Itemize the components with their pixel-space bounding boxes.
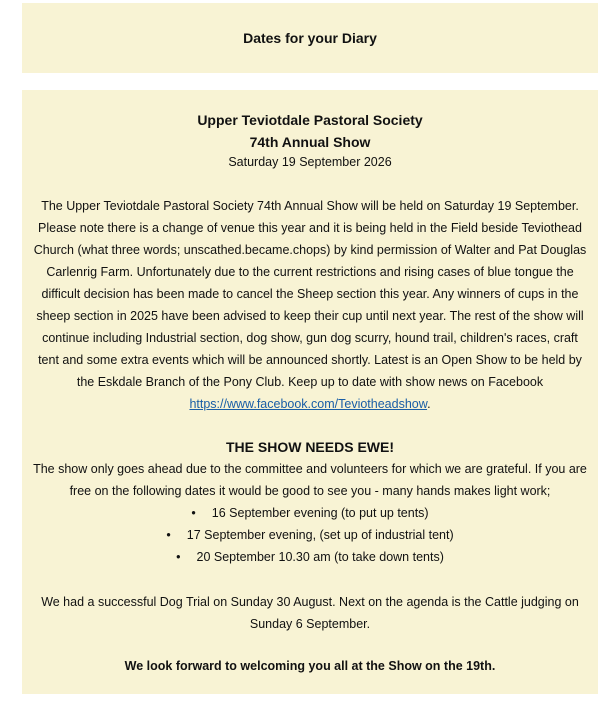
list-item: • 20 September 10.30 am (to take down tents) (22, 546, 598, 568)
list-item: • 16 September evening (to put up tents) (22, 502, 598, 524)
organisation-title: Upper Teviotdale Pastoral Society (197, 112, 423, 128)
volunteers-text: The show only goes ahead due to the committee and volunteers for which we are grateful. If you are free on the following dates it would be good to see you - many hands makes light work; (33, 462, 587, 498)
list-item: • 17 September evening, (set up of industrial tent) (22, 524, 598, 546)
description-text: The Upper Teviotdale Pastoral Society 74th Annual Show will be held on Saturday 19 September. Please note there is a change of venue this year and it is being held in the Field beside Teviothead Church (what three words; unscathed.became.chops) by kind permission of Walter and Pat Douglas Carlenrig Farm. Unfortunately due to the current restrictions and rising cases of blue tongue the difficult decision has been made to cancel the Sheep section this year. Any winners of cups in the sheep section in 2025 have been advised to keep their cup until next year. The rest of the show will continue including Industrial section, dog show, gun dog scurry, hound trail, children's races, craft tent and some extra events which will be announced shortly. Latest is an Open Show to be held by the Eskdale Branch of the Pony Club. Keep up to date with show news on Facebook (33, 199, 587, 389)
show-title: 74th Annual Show (249, 134, 371, 150)
show-description (32, 195, 588, 415)
closing-text: We look forward to welcoming you all at the Show on the 19th. (124, 659, 496, 673)
link-suffix: . (427, 397, 431, 411)
dog-trial-text: We had a successful Dog Trial on Sunday 30 August. Next on the agenda is the Cattle judging on Sunday 6 September. (41, 595, 579, 631)
section-title: Dates for your Diary (243, 30, 377, 46)
volunteer-dates-list (22, 502, 598, 568)
volunteers-heading: THE SHOW NEEDS EWE! (225, 439, 394, 455)
content-panel (22, 90, 598, 694)
header-panel (22, 3, 598, 73)
facebook-link[interactable]: https://www.facebook.com/Teviotheadshow (189, 397, 428, 411)
show-date: Saturday 19 September 2026 (228, 155, 392, 169)
